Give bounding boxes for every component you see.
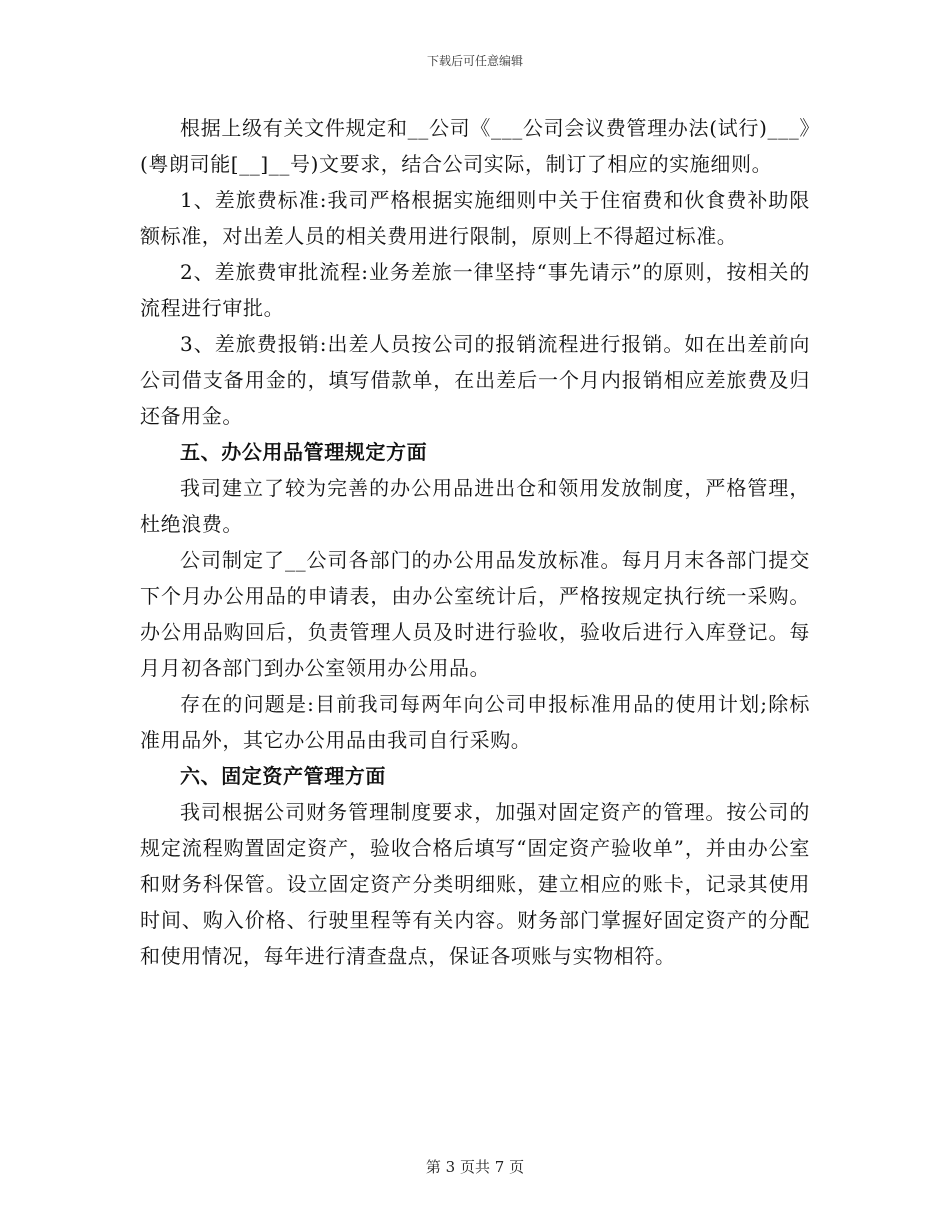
paragraph-fixed-assets: 我司根据公司财务管理制度要求，加强对固定资产的管理。按公司的规定流程购置固定资产，验收合格后填写“固定资产验收单”，并由办公室和财务科保管。设立固定资产分类明细账，建立相应的账卡，记录其使用时间、购入价格、行驶里程等有关内容。财务部门掌握好固定资产的分配和使用情况，每年进行清查盘点，保证各项账与实物相符。	[140, 800, 810, 968]
page-footer: 第 3 页共 7 页	[425, 1158, 525, 1176]
document-body	[140, 110, 810, 974]
section-heading-fixed-assets: 六、固定资产管理方面	[180, 764, 386, 788]
paragraph-travel-approval: 2、差旅费审批流程:业务差旅一律坚持“事先请示”的原则，按相关的流程进行审批。	[140, 260, 810, 320]
section-heading-office-supplies: 五、办公用品管理规定方面	[180, 440, 428, 464]
paragraph-office-supplies-system: 我司建立了较为完善的办公用品进出仓和领用发放制度，严格管理，杜绝浪费。	[140, 476, 810, 536]
paragraph-intro: 根据上级有关文件规定和__公司《___公司会议费管理办法(试行)___》(粤朗司能[__]__号)文要求，结合公司实际，制订了相应的实施细则。	[140, 116, 810, 176]
paragraph-travel-reimbursement: 3、差旅费报销:出差人员按公司的报销流程进行报销。如在出差前向公司借支备用金的，填写借款单，在出差后一个月内报销相应差旅费及归还备用金。	[140, 332, 810, 428]
paragraph-office-supplies-issues: 存在的问题是:目前我司每两年向公司申报标准用品的使用计划;除标准用品外，其它办公用品由我司自行采购。	[140, 692, 810, 752]
page-header: 下载后可任意编辑	[426, 54, 523, 68]
paragraph-travel-standard: 1、差旅费标准:我司严格根据实施细则中关于住宿费和伙食费补助限额标准，对出差人员的相关费用进行限制，原则上不得超过标准。	[140, 188, 810, 248]
paragraph-office-supplies-standard: 公司制定了__公司各部门的办公用品发放标准。每月月末各部门提交下个月办公用品的申请表，由办公室统计后，严格按规定执行统一采购。办公用品购回后，负责管理人员及时进行验收，验收后进行入库登记。每月月初各部门到办公室领用办公用品。	[140, 548, 810, 680]
